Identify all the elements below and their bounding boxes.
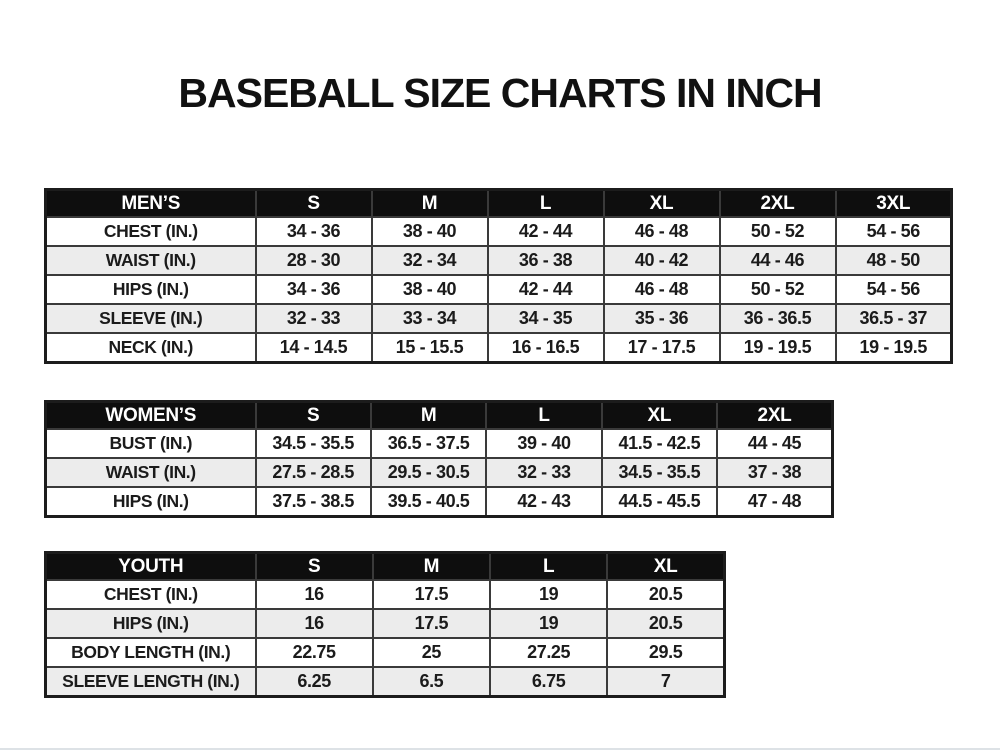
table-title-cell: WOMEN’S bbox=[46, 402, 256, 430]
measurement-row bbox=[46, 275, 952, 304]
size-value-cell: 32 - 33 bbox=[486, 458, 601, 487]
size-column-header: M bbox=[371, 402, 486, 430]
size-value-cell: 27.5 - 28.5 bbox=[256, 458, 371, 487]
size-value-cell: 47 - 48 bbox=[717, 487, 832, 517]
size-value-cell: 39 - 40 bbox=[486, 429, 601, 458]
size-value-cell: 41.5 - 42.5 bbox=[602, 429, 717, 458]
table-title-cell: MEN’S bbox=[46, 190, 256, 218]
size-column-header: L bbox=[490, 553, 607, 581]
row-label: NECK (IN.) bbox=[46, 333, 256, 363]
size-value-cell: 37.5 - 38.5 bbox=[256, 487, 371, 517]
size-value-cell: 19 - 19.5 bbox=[836, 333, 952, 363]
size-value-cell: 29.5 - 30.5 bbox=[371, 458, 486, 487]
size-value-cell: 7 bbox=[607, 667, 724, 697]
size-value-cell: 48 - 50 bbox=[836, 246, 952, 275]
size-value-cell: 34.5 - 35.5 bbox=[602, 458, 717, 487]
measurement-row bbox=[46, 429, 833, 458]
size-value-cell: 34 - 35 bbox=[488, 304, 604, 333]
size-value-cell: 34 - 36 bbox=[256, 275, 372, 304]
size-value-cell: 35 - 36 bbox=[604, 304, 720, 333]
size-value-cell: 19 bbox=[490, 580, 607, 609]
image-bottom-edge-line bbox=[0, 748, 1000, 750]
size-value-cell: 42 - 43 bbox=[486, 487, 601, 517]
size-value-cell: 20.5 bbox=[607, 580, 724, 609]
measurement-row bbox=[46, 217, 952, 246]
size-value-cell: 42 - 44 bbox=[488, 217, 604, 246]
size-value-cell: 36.5 - 37 bbox=[836, 304, 952, 333]
row-label: SLEEVE (IN.) bbox=[46, 304, 256, 333]
row-label: HIPS (IN.) bbox=[46, 487, 256, 517]
size-column-header: 3XL bbox=[836, 190, 952, 218]
row-label: BUST (IN.) bbox=[46, 429, 256, 458]
size-value-cell: 6.25 bbox=[256, 667, 373, 697]
mens-size-table bbox=[44, 188, 953, 364]
size-value-cell: 54 - 56 bbox=[836, 217, 952, 246]
size-value-cell: 54 - 56 bbox=[836, 275, 952, 304]
size-column-header: L bbox=[486, 402, 601, 430]
table-title-cell: YOUTH bbox=[46, 553, 256, 581]
measurement-row bbox=[46, 333, 952, 363]
size-value-cell: 46 - 48 bbox=[604, 217, 720, 246]
measurement-row bbox=[46, 609, 725, 638]
size-value-cell: 44.5 - 45.5 bbox=[602, 487, 717, 517]
size-value-cell: 34 - 36 bbox=[256, 217, 372, 246]
size-value-cell: 44 - 46 bbox=[720, 246, 836, 275]
measurement-row bbox=[46, 246, 952, 275]
womens-size-table bbox=[44, 400, 834, 518]
size-value-cell: 19 bbox=[490, 609, 607, 638]
size-column-header: M bbox=[373, 553, 490, 581]
size-column-header: XL bbox=[604, 190, 720, 218]
size-column-header: M bbox=[372, 190, 488, 218]
size-column-header: 2XL bbox=[720, 190, 836, 218]
row-label: CHEST (IN.) bbox=[46, 580, 256, 609]
row-label: HIPS (IN.) bbox=[46, 275, 256, 304]
size-value-cell: 39.5 - 40.5 bbox=[371, 487, 486, 517]
youth-size-table bbox=[44, 551, 726, 698]
size-value-cell: 27.25 bbox=[490, 638, 607, 667]
measurement-row bbox=[46, 667, 725, 697]
size-value-cell: 37 - 38 bbox=[717, 458, 832, 487]
size-value-cell: 25 bbox=[373, 638, 490, 667]
size-value-cell: 6.5 bbox=[373, 667, 490, 697]
size-value-cell: 36 - 38 bbox=[488, 246, 604, 275]
measurement-row bbox=[46, 638, 725, 667]
size-value-cell: 16 - 16.5 bbox=[488, 333, 604, 363]
size-column-header: S bbox=[256, 553, 373, 581]
size-column-header: S bbox=[256, 190, 372, 218]
size-value-cell: 17 - 17.5 bbox=[604, 333, 720, 363]
size-value-cell: 34.5 - 35.5 bbox=[256, 429, 371, 458]
measurement-row bbox=[46, 580, 725, 609]
size-value-cell: 32 - 33 bbox=[256, 304, 372, 333]
measurement-row bbox=[46, 487, 833, 517]
row-label: CHEST (IN.) bbox=[46, 217, 256, 246]
row-label: WAIST (IN.) bbox=[46, 458, 256, 487]
row-label: SLEEVE LENGTH (IN.) bbox=[46, 667, 256, 697]
size-value-cell: 36 - 36.5 bbox=[720, 304, 836, 333]
size-value-cell: 44 - 45 bbox=[717, 429, 832, 458]
page-title: BASEBALL SIZE CHARTS IN INCH bbox=[178, 70, 822, 116]
size-value-cell: 14 - 14.5 bbox=[256, 333, 372, 363]
size-value-cell: 40 - 42 bbox=[604, 246, 720, 275]
size-column-header: XL bbox=[602, 402, 717, 430]
measurement-row bbox=[46, 458, 833, 487]
header-row bbox=[46, 190, 952, 218]
size-value-cell: 33 - 34 bbox=[372, 304, 488, 333]
size-value-cell: 28 - 30 bbox=[256, 246, 372, 275]
size-value-cell: 22.75 bbox=[256, 638, 373, 667]
size-value-cell: 50 - 52 bbox=[720, 217, 836, 246]
size-column-header: 2XL bbox=[717, 402, 832, 430]
size-value-cell: 46 - 48 bbox=[604, 275, 720, 304]
size-column-header: S bbox=[256, 402, 371, 430]
row-label: WAIST (IN.) bbox=[46, 246, 256, 275]
size-value-cell: 6.75 bbox=[490, 667, 607, 697]
header-row bbox=[46, 553, 725, 581]
size-value-cell: 17.5 bbox=[373, 580, 490, 609]
size-value-cell: 36.5 - 37.5 bbox=[371, 429, 486, 458]
size-value-cell: 50 - 52 bbox=[720, 275, 836, 304]
size-value-cell: 20.5 bbox=[607, 609, 724, 638]
size-value-cell: 32 - 34 bbox=[372, 246, 488, 275]
row-label: BODY LENGTH (IN.) bbox=[46, 638, 256, 667]
header-row bbox=[46, 402, 833, 430]
size-column-header: L bbox=[488, 190, 604, 218]
row-label: HIPS (IN.) bbox=[46, 609, 256, 638]
size-value-cell: 16 bbox=[256, 609, 373, 638]
size-value-cell: 29.5 bbox=[607, 638, 724, 667]
measurement-row bbox=[46, 304, 952, 333]
size-value-cell: 15 - 15.5 bbox=[372, 333, 488, 363]
size-value-cell: 16 bbox=[256, 580, 373, 609]
size-value-cell: 17.5 bbox=[373, 609, 490, 638]
size-value-cell: 38 - 40 bbox=[372, 217, 488, 246]
size-value-cell: 42 - 44 bbox=[488, 275, 604, 304]
size-column-header: XL bbox=[607, 553, 724, 581]
size-value-cell: 19 - 19.5 bbox=[720, 333, 836, 363]
size-value-cell: 38 - 40 bbox=[372, 275, 488, 304]
